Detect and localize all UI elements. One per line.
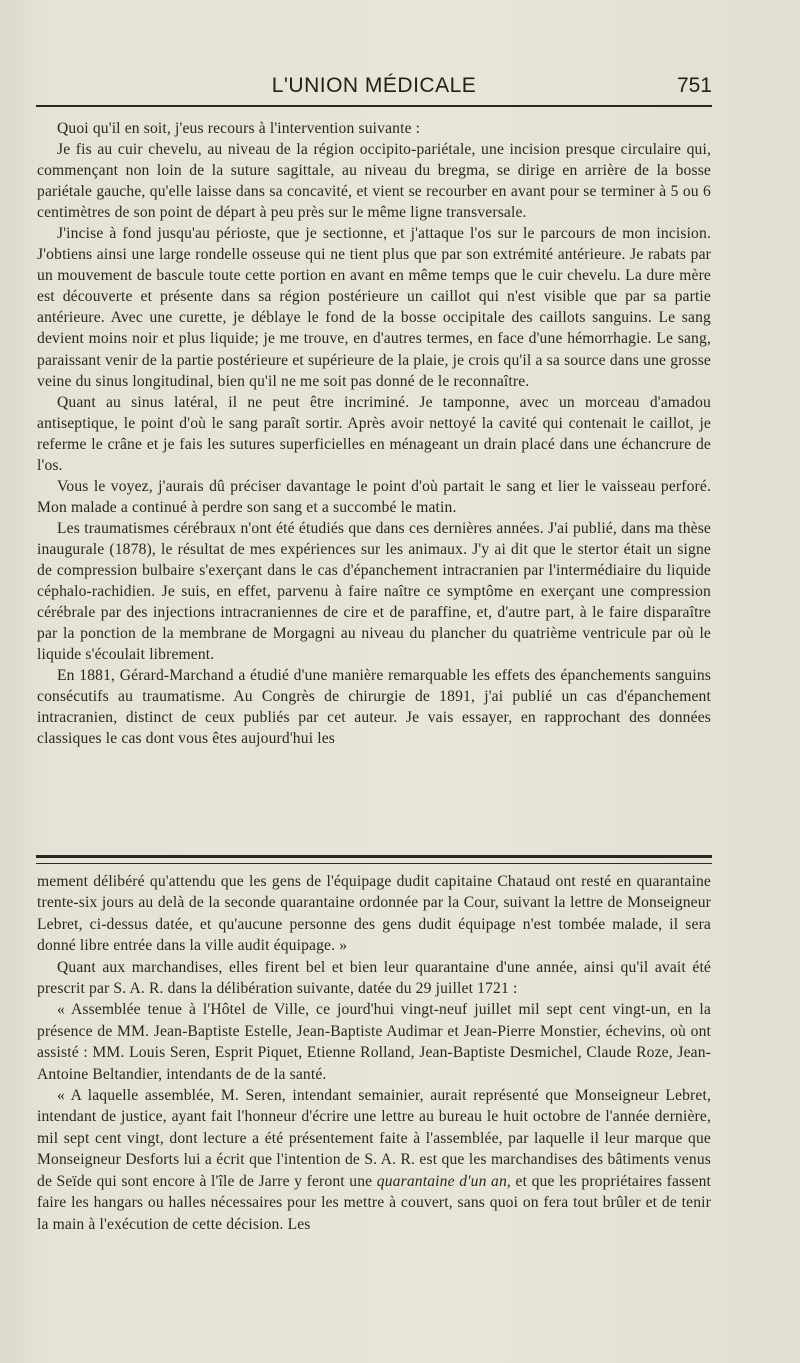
article-paragraph: Quoi qu'il en soit, j'eus recours à l'intervention suivante : xyxy=(57,120,421,137)
article-paragraph: Les traumatismes cérébraux n'ont été étudiés que dans ces dernières années. J'ai publié, dans ma thèse inaugurale (1878), le résultat de mes expériences sur les animaux. J'y ai dit que le stertor était un signe de compression bulbaire s'exerçant dans le cas d'épanchement intracranien par l'intermédiaire du liquide céphalo-rachidien. Je suis, en effet, parvenu à faire naître ce symptôme en exerçant une compression cérébrale par des injections intracraniennes de cire et de paraffine, et, d'autre part, à le faire disparaître par la ponction de la membrane de Morgagni au niveau du plancher du quatrième ventricule par où le liquide s'écoulait librement. xyxy=(37,519,711,664)
running-header xyxy=(36,74,712,104)
article-paragraph: J'incise à fond jusqu'au périoste, que je sectionne, et j'attaque l'os sur le parcours de mon incision. J'obtiens ainsi une large rondelle osseuse qui ne tient plus que par son extrémité antérieure. Je rabats par un mouvement de bascule toute cette portion en avant en même temps que le cuir chevelu. La dure mère est découverte et présente dans sa région postérieure un caillot qui n'est visible que par sa partie antérieure. Avec une curette, je déblaye le fond de la bosse occipitale des caillots sanguins. Le sang devient moins noir et plus liquide; je me trouve, en d'autres termes, en face d'une hémorrhagie. Le sang, paraissant venir de la partie postérieure et supérieure de la plaie, je crois qu'il a sa source dans une grosse veine du sinus longitudinal, bien qu'il ne me soit pas donné de le reconnaître. xyxy=(37,225,711,390)
article-paragraph: Vous le voyez, j'aurais dû préciser davantage le point d'où partait le sang et lier le vaisseau perforé. Mon malade a continué à perdre son sang et a succombé le matin. xyxy=(37,477,711,516)
feuilleton-text: et que les propriétaires fassent faire les hangars ou halles nécessaires pour les mettre à couvert, sans quoi on fera tout brûler et de tenir la main à l'exécution de cette décision. Les xyxy=(37,1172,711,1233)
feuilleton-text: « A laquelle assemblée, M. Seren, intendant semainier, aurait représenté que Monseigneur Lebret, intendant de justice, ayant fait l'honneur d'écrire une lettre au bureau le huit octobre de l'année dernière, mil sept cent vingt, dont lecture a été présentement faite à l'assemblée, par laquelle il leur marque que Monseigneur Desforts lui a écrit que l'intention de S. A. R. est que les marchandises des bâtiments venus de Seïde qui sont encore à l'île de Jarre y feront une xyxy=(37,1087,711,1190)
feuilleton-paragraph: « Assemblée tenue à l'Hôtel de Ville, ce jourd'hui vingt-neuf juillet mil sept cent vingt-un, en la présence de MM. Jean-Baptiste Estelle, Jean-Baptiste Audimar et Jean-Pierre Monstier, échevins, où ont assisté : MM. Louis Seren, Esprit Piquet, Etienne Rolland, Jean-Baptiste Desmichel, Claude Roze, Jean-Antoine Beltandier, intendants de de la santé. xyxy=(37,1001,711,1083)
feuilleton-paragraph: Quant aux marchandises, elles firent bel et bien leur quarantaine d'une année, ainsi qu'il avait été prescrit par S. A. R. dans la délibération suivante, datée du 29 juillet 1721 : xyxy=(37,958,711,998)
section-divider xyxy=(36,855,712,864)
feuilleton-paragraph xyxy=(37,1085,711,1235)
feuilleton-paragraph: mement délibéré qu'attendu que les gens de l'équipage dudit capitaine Chataud ont resté en quarantaine trente-six jours au delà de la seconde quarantaine ordonnée par la Cour, suivant la lettre de Monseigneur Lebret, ci-dessus datée, et qu'aucune personne des gens dudit équipage n'est tombée malade, il sera donné libre entrée dans la ville audit équipage. » xyxy=(37,873,711,955)
page-number: 751 xyxy=(676,74,712,97)
article-paragraph: Je fis au cuir chevelu, au niveau de la région occipito-pariétale, une incision presque circulaire qui, commençant non loin de la suture sagittale, au niveau du bregma, se dirige en arrière de la bosse pariétale gauche, qu'elle laisse dans sa concavité, et vient se recourber en avant pour se terminer à 5 ou 6 centimètres de son point de départ à peu près sur le même ligne transversale. xyxy=(37,141,711,222)
article-paragraph: Quant au sinus latéral, il ne peut être incriminé. Je tamponne, avec un morceau d'amadou antiseptique, le point d'où le sang paraît sortir. Après avoir nettoyé la cavité qui contenait le caillot, je referme le crâne et je fais les sutures superficielles en ménageant un drain placé dans une échancrure de l'os. xyxy=(37,393,711,474)
feuilleton-body xyxy=(37,871,711,1235)
journal-title: L'UNION MÉDICALE xyxy=(271,74,477,97)
header-rule xyxy=(36,105,712,107)
article-paragraph: En 1881, Gérard-Marchand a étudié d'une manière remarquable les effets des épanchements sanguins consécutifs au traumatisme. Au Congrès de chirurgie de 1891, j'ai publié un cas d'épanchement intracranien, distinct de ceux publiés par cet auteur. Je vais essayer, en rapprochant des données classiques le cas dont vous êtes aujourd'hui les xyxy=(37,667,711,748)
feuilleton-italic-text: quarantaine d'un an, xyxy=(376,1172,511,1190)
article-body xyxy=(37,118,711,749)
